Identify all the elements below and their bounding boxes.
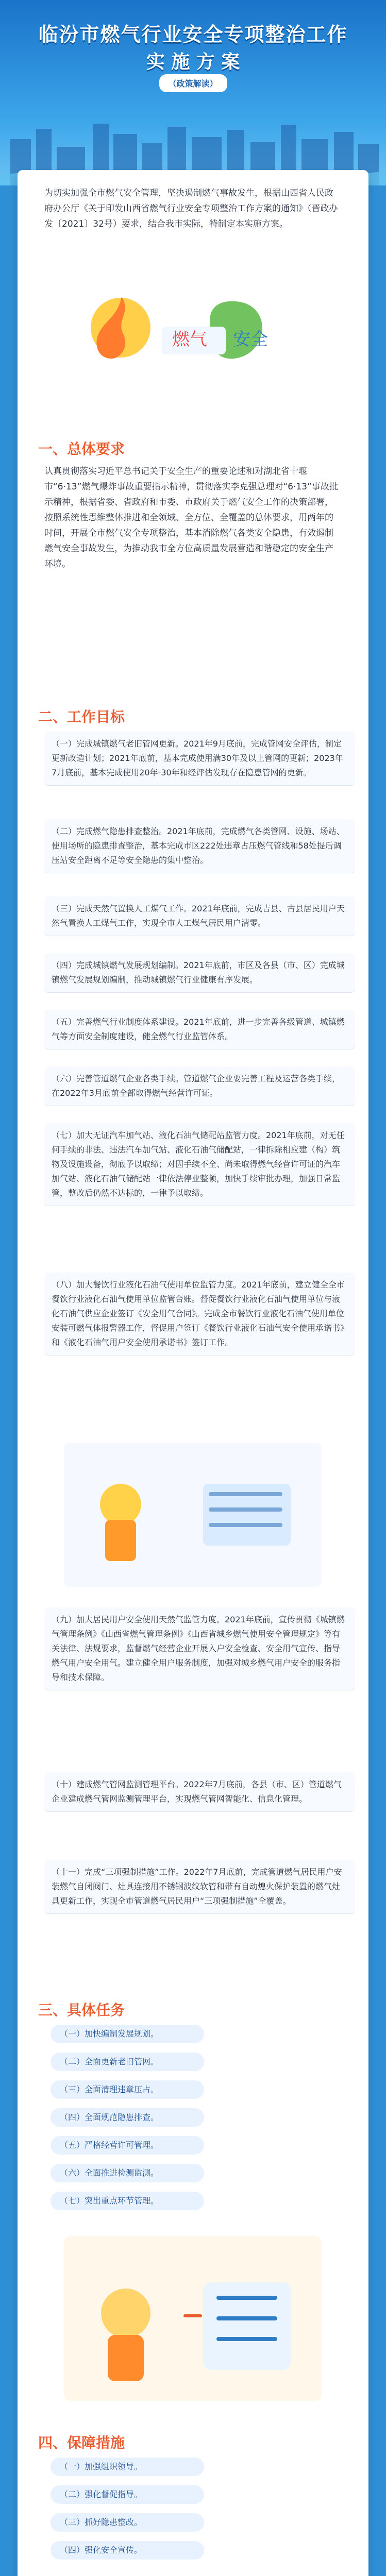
target-10: （十）建成燃气管网监测管理平台。2022年7月底前，各县（市、区）管道燃气企业建成燃气管网监测管理平台，实现燃气管网智能化、信息化管理。 <box>44 1772 355 1811</box>
section-title-2: 二、工作目标 <box>38 708 125 725</box>
target-4: （四）完成城镇燃气发展规划编制。2021年底前，市区及各县（市、区）完成城镇燃气发展规划编制，推动城镇燃气行业健康有序发展。 <box>44 953 355 992</box>
section-title-3: 三、具体任务 <box>38 2002 125 2019</box>
measure-4: （四）强化安全宣传。 <box>51 2541 204 2560</box>
target-5: （五）完善燃气行业制度体系建设。2021年底前，进一步完善各级管道、城镇燃气等方面安全制度建设，健全燃气行业监管体系。 <box>44 1010 355 1049</box>
target-8: （八）加大餐饮行业液化石油气使用单位监管力度。2021年底前，建立健全全市餐饮行业液化石油气使用单位监管台账。督促餐饮行业液化石油气使用单位与液化石油气供应企业签订《安全用气合同》。完成全市餐饮行业液化石油气使用单位安装可燃气体报警器工作，督促用户签订《餐饮行业液化石油气安全使用承诺书》和《液化石油气用户安全使用承诺书》签订工作。 <box>44 1273 355 1355</box>
content-card <box>18 170 368 2576</box>
task-2: （二）全面更新老旧管网。 <box>51 2053 204 2071</box>
measure-3: （三）抓好隐患整改。 <box>51 2513 204 2532</box>
target-11: （十一）完成“三项强制措施”工作。2022年7月底前，完成管道燃气居民用户安装燃气自闭阀门、灶具连接用不锈钢波纹软管和带有自动熄火保护装置的燃气灶具更新工作，实现全市管道燃气居民用户“三项强制措施”全覆盖。 <box>44 1860 355 1913</box>
task-1: （一）加快编制发展规划。 <box>51 2025 204 2043</box>
section-title-1: 一、总体要求 <box>38 440 125 457</box>
target-1: （一）完成城镇燃气老旧管网更新。2021年9月底前，完成管网安全评估，制定更新改造计划；2021年底前，基本完成使用满30年及以上管网的更新；2023年7月底前，基本完成使用20年-30年和经评估发现存在隐患管网的更新。 <box>44 732 355 785</box>
safety-illustration <box>74 263 311 381</box>
intro-paragraph: 为切实加强全市燃气安全管理，坚决遏制燃气事故发生，根据山西省人民政府办公厅《关于印发山西省燃气行业安全专项整治工作方案的通知》（晋政办发〔2021〕32号）要求，结合我市实际，特制定本实施方案。 <box>44 188 338 229</box>
illustration-left-text: 燃气 <box>172 329 207 350</box>
target-7: （七）加大无证汽车加气站、液化石油气储配站监管力度。2021年底前，对无任何手续的非法、违法汽车加气站、液化石油气储配站，一律拆除相应建（构）筑物及设施设备，彻底予以取缔；对因手续不全、尚未取得燃气经营许可证的汽车加气站、液化石油气储配站一律依法停业整顿，加快手续审批办理，加强日常监管，整改后仍然不达标的，一律予以取缔。 <box>44 1123 355 1206</box>
task-6: （六）全面推进检测监测。 <box>51 2164 204 2182</box>
bottom-illustration <box>64 2236 322 2401</box>
illustration-right-text: 安全 <box>233 329 268 350</box>
safety-check-illustration <box>64 2236 322 2401</box>
section-1-text: 认真贯彻落实习近平总书记关于安全生产的重要论述和对湖北省十堰市“6·13”燃气爆炸事故重要指示精神，贯彻落实李克强总理对“6·13”事故批示精神，根据省委、省政府和市委、市政府关于燃气安全工作的决策部署，按照系统性思维整体推进和全领域、全方位、全覆盖的总体要求，用两年的时间，开展全市燃气安全专项整治，基本消除燃气各类安全隐患，有效遏制燃气安全事故发生，为推动我市全方位高质量发展营造和谐稳定的安全生产环境。 <box>44 466 338 569</box>
section-title-4: 四、保障措施 <box>38 2434 125 2451</box>
page-subtitle: 实 施 方 案 <box>146 52 240 73</box>
target-3: （三）完成天然气置换人工煤气工作。2021年底前，完成吉县、古县居民用户天然气置换人工煤气工作，实现全市人工煤气居民用户清零。 <box>44 896 355 936</box>
target-9: （九）加大居民用户安全使用天然气监管力度。2021年底前，宣传贯彻《城镇燃气管理条例》《山西省燃气管理条例》《山西省城乡燃气使用安全管理规定》等有关法律、法规要求，监督燃气经营企业开展入户安全检查、安全用气宣传、指导燃气用户安全用气。建立健全用户服务制度，加强对城乡燃气用户安全的服务指导和技术保障。 <box>44 1607 355 1690</box>
target-6: （六）完善管道燃气企业各类手续。管道燃气企业要完善工程及运营各类手续，在2022年3月底前全部取得燃气经营许可证。 <box>44 1066 355 1106</box>
mid-illustration <box>64 1443 322 1587</box>
task-3: （三）全面清理违章压占。 <box>51 2080 204 2099</box>
task-4: （四）全面规范隐患排查。 <box>51 2108 204 2127</box>
measure-1: （一）加强组织领导。 <box>51 2458 204 2476</box>
inspection-illustration <box>64 1443 322 1587</box>
task-7: （七）突出重点环节管理。 <box>51 2192 204 2210</box>
target-2: （二）完成燃气隐患排查整治。2021年底前，完成燃气各类管网、设施、场站、使用场所的隐患排查整治，基本完成市区222处违章占压燃气管线和58处提后调压站安全距离不足等安全隐患的集中整治。 <box>44 819 355 873</box>
gas-safety-illustration <box>74 263 311 381</box>
policy-tag: （政策解读） <box>159 74 227 92</box>
task-5: （五）严格经营许可管理。 <box>51 2136 204 2155</box>
page-title: 临汾市燃气行业安全专项整治工作 <box>38 23 348 46</box>
measure-2: （二）强化督促指导。 <box>51 2485 204 2504</box>
hero-banner <box>0 0 386 185</box>
